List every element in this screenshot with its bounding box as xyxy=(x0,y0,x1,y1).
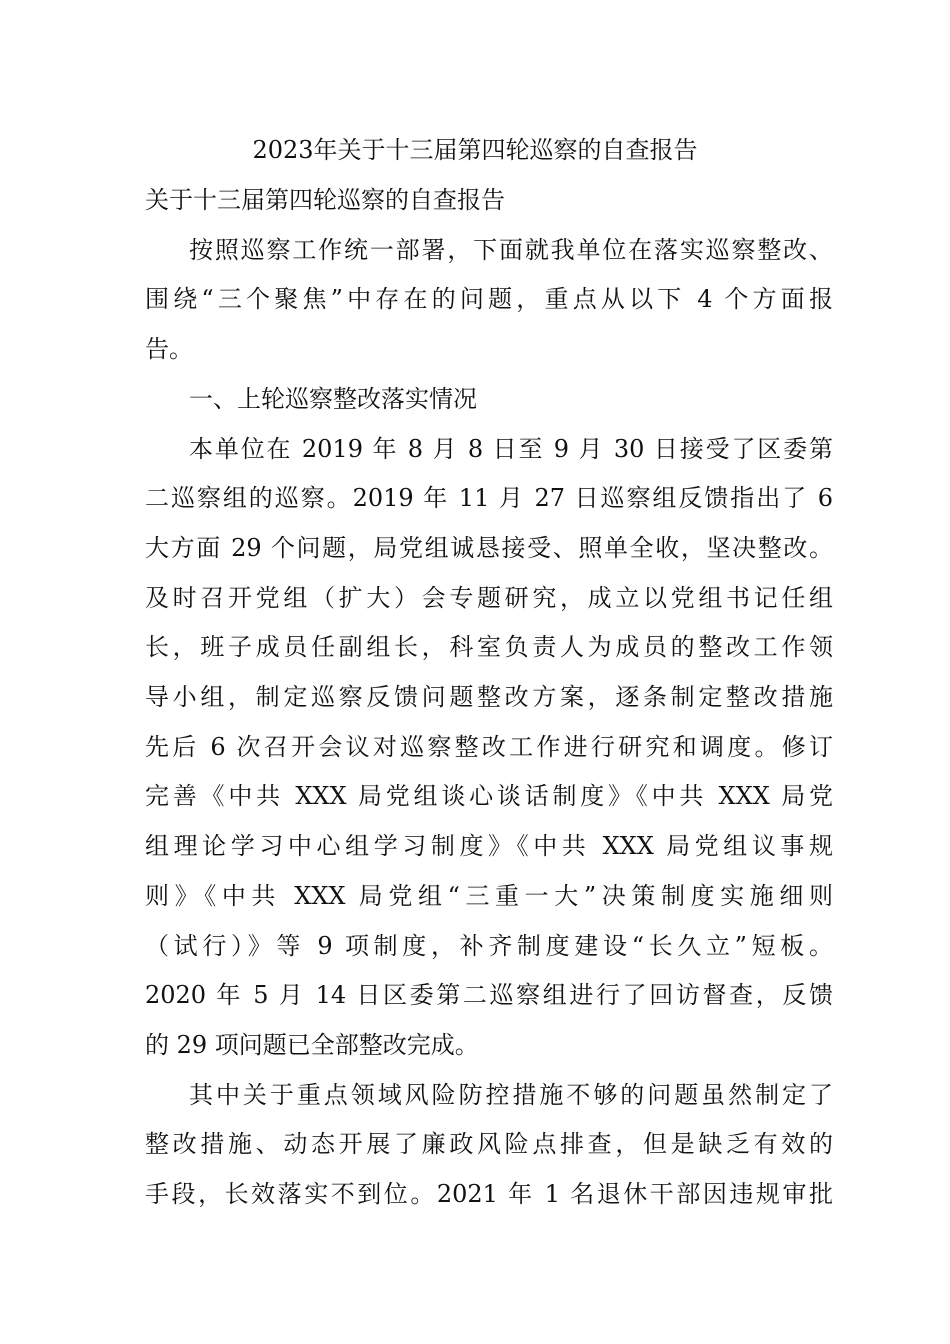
text-line: 2020 年 5 月 14 日区委第二巡察组进行了回访督查，反馈 xyxy=(145,981,833,1010)
document-title: 2023年关于十三届第四轮巡察的自查报告 xyxy=(252,136,698,164)
text-line: 及时召开党组（扩大）会专题研究，成立以党组书记任组 xyxy=(145,583,833,612)
text-line: 其中关于重点领域风险防控措施不够的问题虽然制定了 xyxy=(189,1080,833,1109)
text-line: 围绕“三个聚焦”中存在的问题，重点从以下 4 个方面报 xyxy=(145,285,833,314)
text-line: 导小组，制定巡察反馈问题整改方案，逐条制定整改措施 xyxy=(145,683,833,711)
text-line: 则》《中共 XXX 局党组“三重一大”决策制度实施细则 xyxy=(145,881,833,910)
text-line: 的 29 项问题已全部整改完成。 xyxy=(145,1030,479,1059)
text-line: 先后 6 次召开会议对巡察整改工作进行研究和调度。修订 xyxy=(145,732,833,761)
text-line: 完善《中共 XXX 局党组谈心谈话制度》《中共 XXX 局党 xyxy=(145,782,833,811)
text-line: 按照巡察工作统一部署，下面就我单位在落实巡察整改、 xyxy=(189,235,833,264)
text-line: 二巡察组的巡察。2019 年 11 月 27 日巡察组反馈指出了 6 xyxy=(145,484,833,513)
text-line: 整改措施、动态开展了廉政风险点排查，但是缺乏有效的 xyxy=(145,1130,833,1159)
text-line: 告。 xyxy=(145,335,193,364)
text-line: 组理论学习中心组学习制度》《中共 XXX 局党组议事规 xyxy=(145,832,833,861)
text-line: （试行）》等 9 项制度，补齐制度建设“长久立”短板。 xyxy=(145,931,833,960)
document-subtitle: 关于十三届第四轮巡察的自查报告 xyxy=(145,186,505,214)
text-line: 长，班子成员任副组长，科室负责人为成员的整改工作领 xyxy=(145,633,833,662)
text-line: 大方面 29 个问题，局党组诚恳接受、照单全收，坚决整改。 xyxy=(145,533,833,562)
text-line: 一、上轮巡察整改落实情况 xyxy=(189,384,477,413)
text-line: 手段，长效落实不到位。2021 年 1 名退休干部因违规审批 xyxy=(145,1180,833,1208)
text-line: 本单位在 2019 年 8 月 8 日至 9 月 30 日接受了区委第 xyxy=(189,434,833,463)
